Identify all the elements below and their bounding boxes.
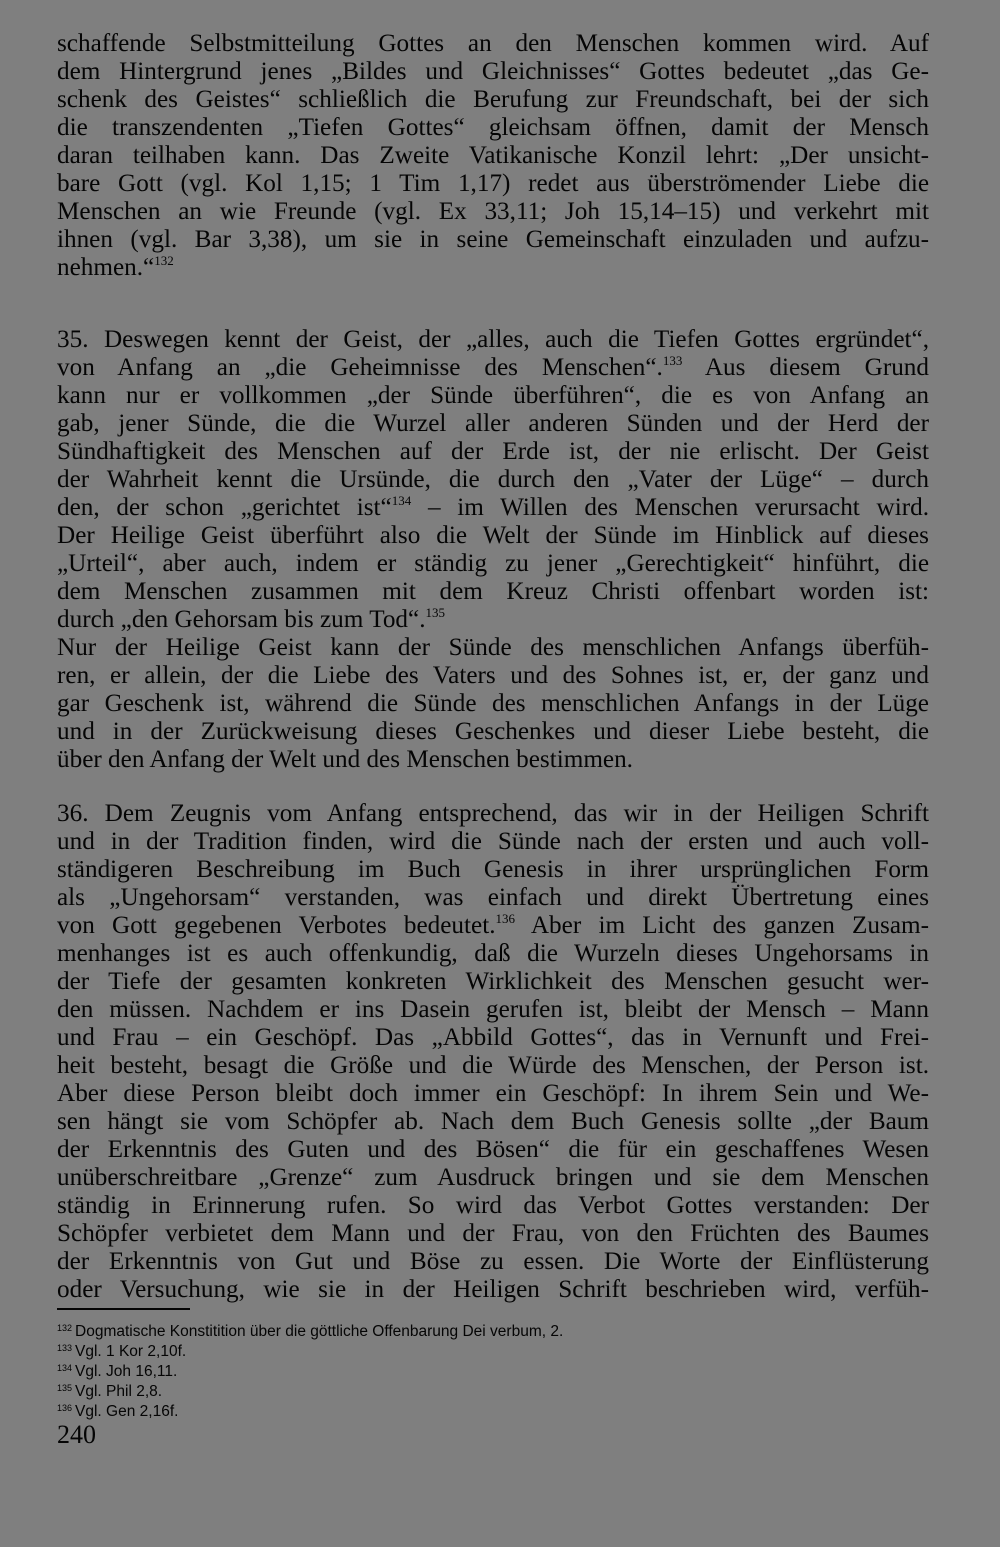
text-line: ständig in Erinnerung rufen. So wird das Verbot Gottes verstanden: Der: [57, 1192, 929, 1219]
footnote-number: 133: [57, 1343, 73, 1353]
text-line: [57, 254, 929, 282]
text-line: den müssen. Nachdem er ins Dasein gerufen ist, bleibt der Mensch – Mann: [57, 996, 929, 1023]
footnote-135: [57, 1382, 162, 1402]
text-span: Aber im Licht des ganzen Zusam-: [515, 912, 929, 939]
text-line: ständigeren Beschreibung im Buch Genesis in ihrer ursprünglichen Form: [57, 856, 929, 883]
footnote-133: [57, 1342, 186, 1362]
text-line: als „Ungehorsam“ verstanden, was einfach und direkt Übertretung eines: [57, 884, 929, 911]
footnote-ref-133: 133: [662, 353, 683, 368]
text-line: schaffende Selbstmitteilung Gottes an den Menschen kommen wird. Auf: [57, 30, 929, 57]
text-line: gab, jener Sünde, die die Wurzel aller anderen Sünden und der Herd der: [57, 410, 929, 437]
text-line: dem Hintergrund jenes „Bildes und Gleichnisses“ Gottes bedeutet „das Ge-: [57, 58, 929, 85]
text-line: Sündhaftigkeit des Menschen auf der Erde ist, der nie erlischt. Der Geist: [57, 438, 929, 465]
text-line: der Erkenntnis des Guten und des Bösen“ die für ein geschaffenes Wesen: [57, 1136, 929, 1163]
text-line: die transzendenten „Tiefen Gottes“ gleichsam öffnen, damit der Mensch: [57, 114, 929, 141]
text-line: Nur der Heilige Geist kann der Sünde des menschlichen Anfangs überfüh-: [57, 634, 929, 661]
text-span: Aus diesem Grund: [682, 354, 929, 381]
footnote-divider: [57, 1308, 190, 1310]
text-line: kann nur er vollkommen „der Sünde überführen“, die es von Anfang an: [57, 382, 929, 409]
text-span: – im Willen des Menschen verursacht wird.: [411, 494, 929, 521]
footnote-text: Vgl. Phil 2,8.: [75, 1383, 163, 1400]
footnote-ref-132: 132: [154, 253, 174, 268]
footnote-ref-136: 136: [495, 911, 515, 926]
footnote-ref-135: 135: [425, 605, 445, 620]
text-line: 36. Dem Zeugnis vom Anfang entsprechend, das wir in der Heiligen Schrift: [57, 800, 929, 827]
text-line: oder Versuchung, wie sie in der Heiligen Schrift beschrieben wird, verfüh-: [57, 1276, 929, 1303]
text-line: und in der Zurückweisung dieses Geschenkes und dieser Liebe besteht, die: [57, 718, 929, 745]
text-line: und in der Tradition finden, wird die Sünde nach der ersten und auch voll-: [57, 828, 929, 855]
text-line: gar Geschenk ist, während die Sünde des menschlichen Anfangs in der Lüge: [57, 690, 929, 717]
footnote-number: 136: [57, 1403, 73, 1413]
text-line: der Tiefe der gesamten konkreten Wirklichkeit des Menschen gesucht wer-: [57, 968, 929, 995]
footnote-ref-134: 134: [391, 493, 412, 508]
text-line: dem Menschen zusammen mit dem Kreuz Christi offenbart worden ist:: [57, 578, 929, 605]
footnote-number: 134: [57, 1363, 73, 1373]
text-line: daran teilhaben kann. Das Zweite Vatikanische Konzil lehrt: „Der unsicht-: [57, 142, 929, 169]
footnote-number: 135: [57, 1383, 73, 1393]
text-line: [57, 354, 929, 382]
text-line: heit besteht, besagt die Größe und die Würde des Menschen, der Person ist.: [57, 1052, 929, 1079]
text-line: der Wahrheit kennt die Ursünde, die durch den „Vater der Lüge“ – durch: [57, 466, 929, 493]
text-line: 35. Deswegen kennt der Geist, der „alles, auch die Tiefen Gottes ergründet“,: [57, 326, 929, 353]
footnote-text: Dogmatische Konstitition über die göttliche Offenbarung Dei verbum, 2.: [75, 1323, 564, 1340]
text-line: Menschen an wie Freunde (vgl. Ex 33,11; Joh 15,14–15) und verkehrt mit: [57, 198, 929, 225]
footnote-132: [57, 1322, 563, 1342]
text-span: nehmen.“: [57, 254, 155, 281]
footnote-136: [57, 1402, 178, 1422]
text-line: schenk des Geistes“ schließlich die Berufung zur Freundschaft, bei der sich: [57, 86, 929, 113]
text-span: den, der schon „gerichtet ist“: [57, 494, 392, 521]
text-line: Der Heilige Geist überführt also die Welt der Sünde im Hinblick auf dieses: [57, 522, 929, 549]
footnote-text: Vgl. Joh 16,11.: [75, 1363, 178, 1380]
text-span: von Gott gegebenen Verbotes bedeutet.: [57, 912, 496, 939]
text-span: von Anfang an „die Geheimnisse des Menschen“.: [57, 354, 663, 381]
text-line: unüberschreitbare „Grenze“ zum Ausdruck bringen und sie dem Menschen: [57, 1164, 929, 1191]
text-line: ren, er allein, der die Liebe des Vaters und des Sohnes ist, er, der ganz und: [57, 662, 929, 689]
text-line: ihnen (vgl. Bar 3,38), um sie in seine Gemeinschaft einzuladen und aufzu-: [57, 226, 929, 253]
text-line: über den Anfang der Welt und des Menschen bestimmen.: [57, 746, 633, 773]
text-line: menhanges ist es auch offenkundig, daß die Wurzeln dieses Ungehorsams in: [57, 940, 929, 967]
text-line: [57, 606, 929, 634]
footnote-text: Vgl. Gen 2,16f.: [75, 1403, 179, 1420]
footnote-number: 132: [57, 1323, 73, 1333]
text-line: „Urteil“, aber auch, indem er ständig zu jener „Gerechtigkeit“ hinführt, die: [57, 550, 929, 577]
footnote-134: [57, 1362, 177, 1382]
text-line: Schöpfer verbietet dem Mann und der Frau, von den Früchten des Baumes: [57, 1220, 929, 1247]
page-number: 240: [57, 1420, 96, 1449]
text-line: der Erkenntnis von Gut und Böse zu essen. Die Worte der Einflüsterung: [57, 1248, 929, 1275]
text-span: durch „den Gehorsam bis zum Tod“.: [57, 606, 426, 633]
text-line: bare Gott (vgl. Kol 1,15; 1 Tim 1,17) redet aus überströmender Liebe die: [57, 170, 929, 197]
text-line: [57, 912, 929, 940]
footnote-text: Vgl. 1 Kor 2,10f.: [75, 1343, 187, 1360]
text-line: [57, 494, 929, 522]
text-line: Aber diese Person bleibt doch immer ein Geschöpf: In ihrem Sein und We-: [57, 1080, 929, 1107]
text-line: und Frau – ein Geschöpf. Das „Abbild Gottes“, das in Vernunft und Frei-: [57, 1024, 929, 1051]
text-line: sen hängt sie vom Schöpfer ab. Nach dem Buch Genesis sollte „der Baum: [57, 1108, 929, 1135]
